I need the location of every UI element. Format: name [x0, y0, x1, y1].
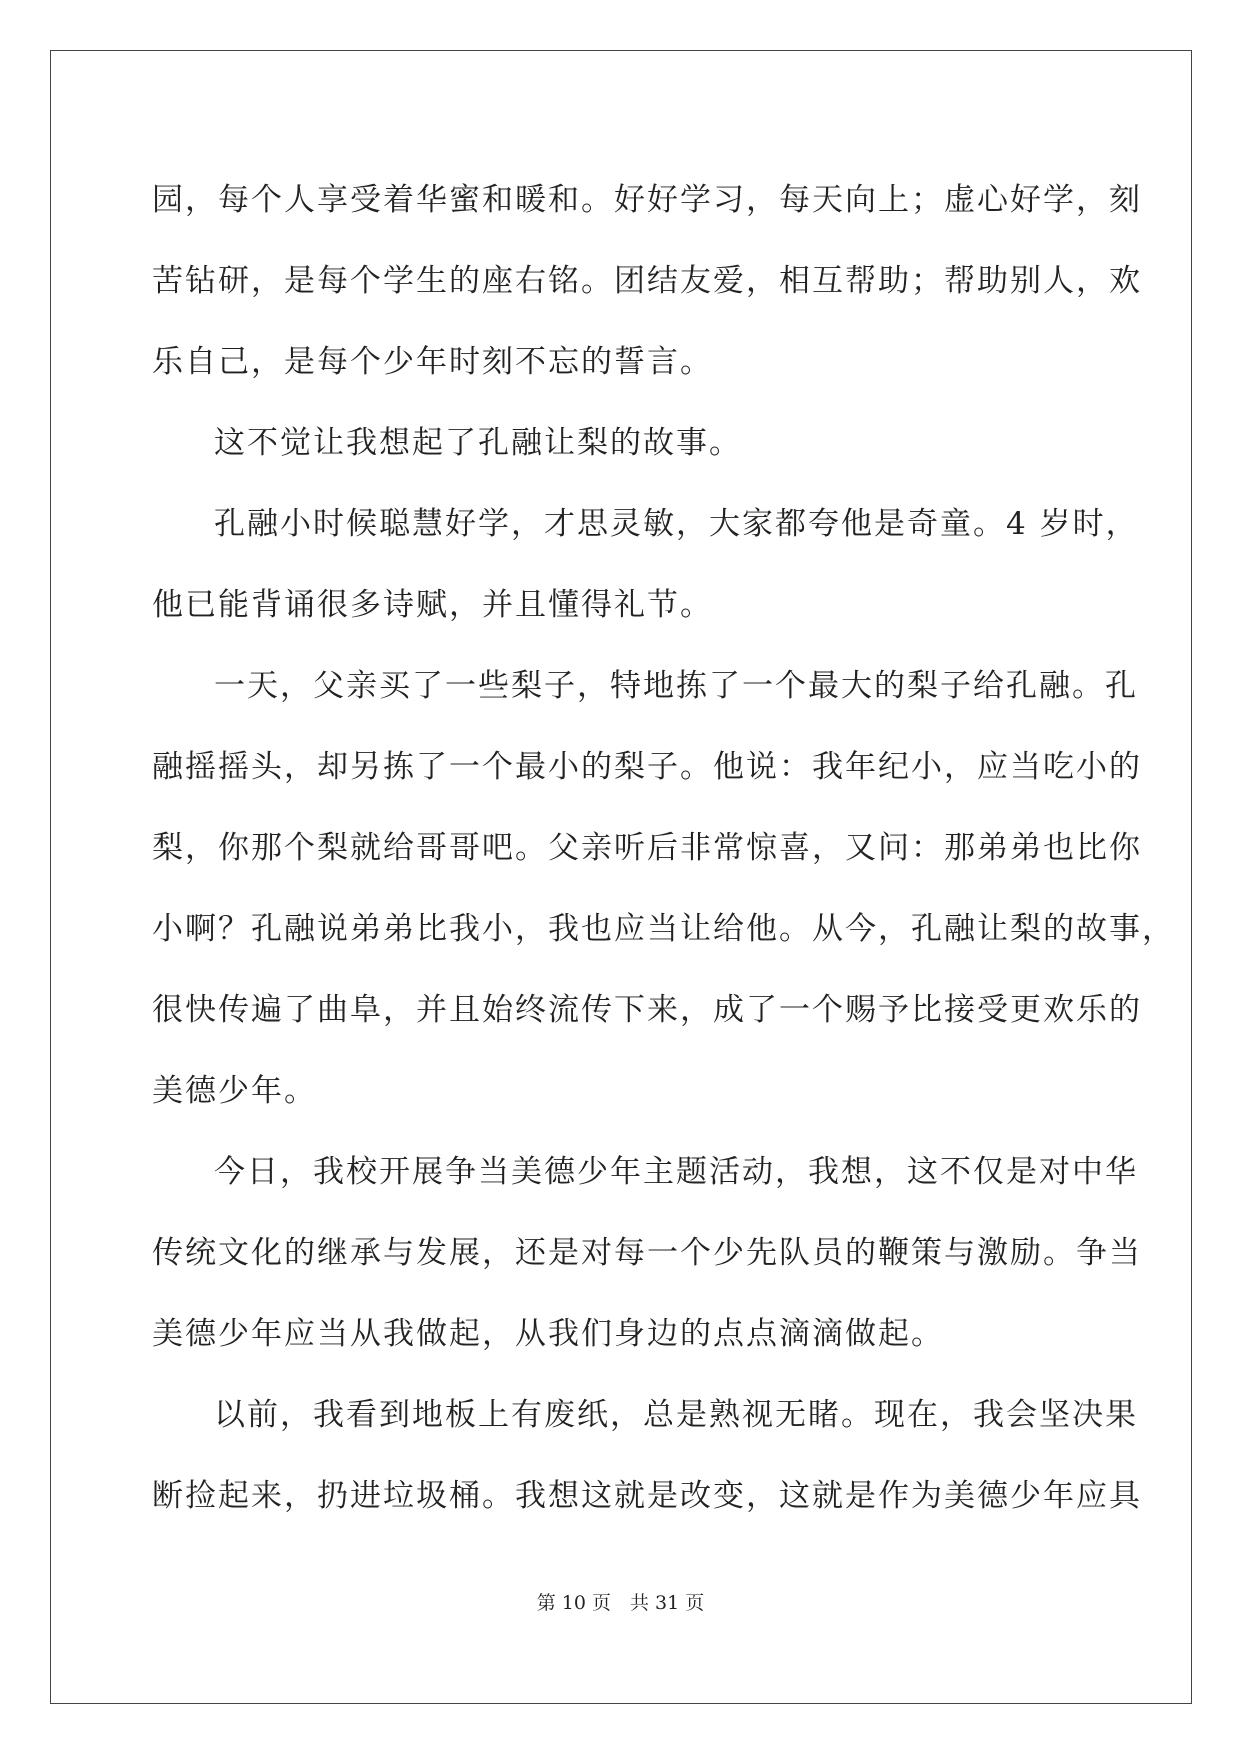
text-line: 梨，你那个梨就给哥哥吧。父亲听后非常惊喜，又问：那弟弟也比你: [152, 830, 1142, 866]
paragraph-1: [152, 160, 1142, 403]
text-line: 今日，我校开展争当美德少年主题活动，我想，这不仅是对中华: [214, 1154, 1138, 1190]
text-line: 苦钻研，是每个学生的座右铭。团结友爱，相互帮助；帮助别人，欢: [152, 263, 1142, 299]
text-line: 传统文化的继承与发展，还是对每一个少先队员的鞭策与激励。争当: [152, 1235, 1142, 1271]
text-line: 这不觉让我想起了孔融让梨的故事。: [214, 425, 742, 461]
text-line: 他已能背诵很多诗赋，并且懂得礼节。: [152, 587, 713, 623]
text-line: 孔融小时候聪慧好学，才思灵敏，大家都夸他是奇童。4 岁时，: [214, 506, 1139, 542]
paragraph-3: [152, 484, 1139, 646]
text-line: 断捡起来，扔进垃圾桶。我想这就是改变，这就是作为美德少年应具: [152, 1478, 1142, 1514]
text-line: 小啊？孔融说弟弟比我小，我也应当让给他。从今，孔融让梨的故事，: [152, 911, 1175, 947]
page-footer: [0, 1588, 1241, 1615]
text-line: 融摇摇头，却另拣了一个最小的梨子。他说：我年纪小，应当吃小的: [152, 749, 1142, 785]
paragraph-2: [152, 403, 1092, 484]
text-line: 园，每个人享受着华蜜和暖和。好好学习，每天向上；虚心好学，刻: [152, 182, 1142, 218]
text-line: 很快传遍了曲阜，并且始终流传下来，成了一个赐予比接受更欢乐的: [152, 992, 1142, 1028]
page-number: 第 10 页 共 31 页: [536, 1592, 705, 1614]
text-line: 一天，父亲买了一些梨子，特地拣了一个最大的梨子给孔融。孔: [214, 668, 1138, 704]
text-line: 以前，我看到地板上有废纸，总是熟视无睹。现在，我会坚决果: [214, 1397, 1138, 1433]
text-line: 乐自己，是每个少年时刻不忘的誓言。: [152, 344, 713, 380]
paragraph-5: [152, 1132, 1142, 1375]
document-body: [152, 160, 1175, 1537]
paragraph-4: [152, 646, 1175, 1132]
paragraph-6: [152, 1375, 1142, 1537]
text-line: 美德少年应当从我做起，从我们身边的点点滴滴做起。: [152, 1316, 944, 1352]
text-line: 美德少年。: [152, 1073, 317, 1109]
